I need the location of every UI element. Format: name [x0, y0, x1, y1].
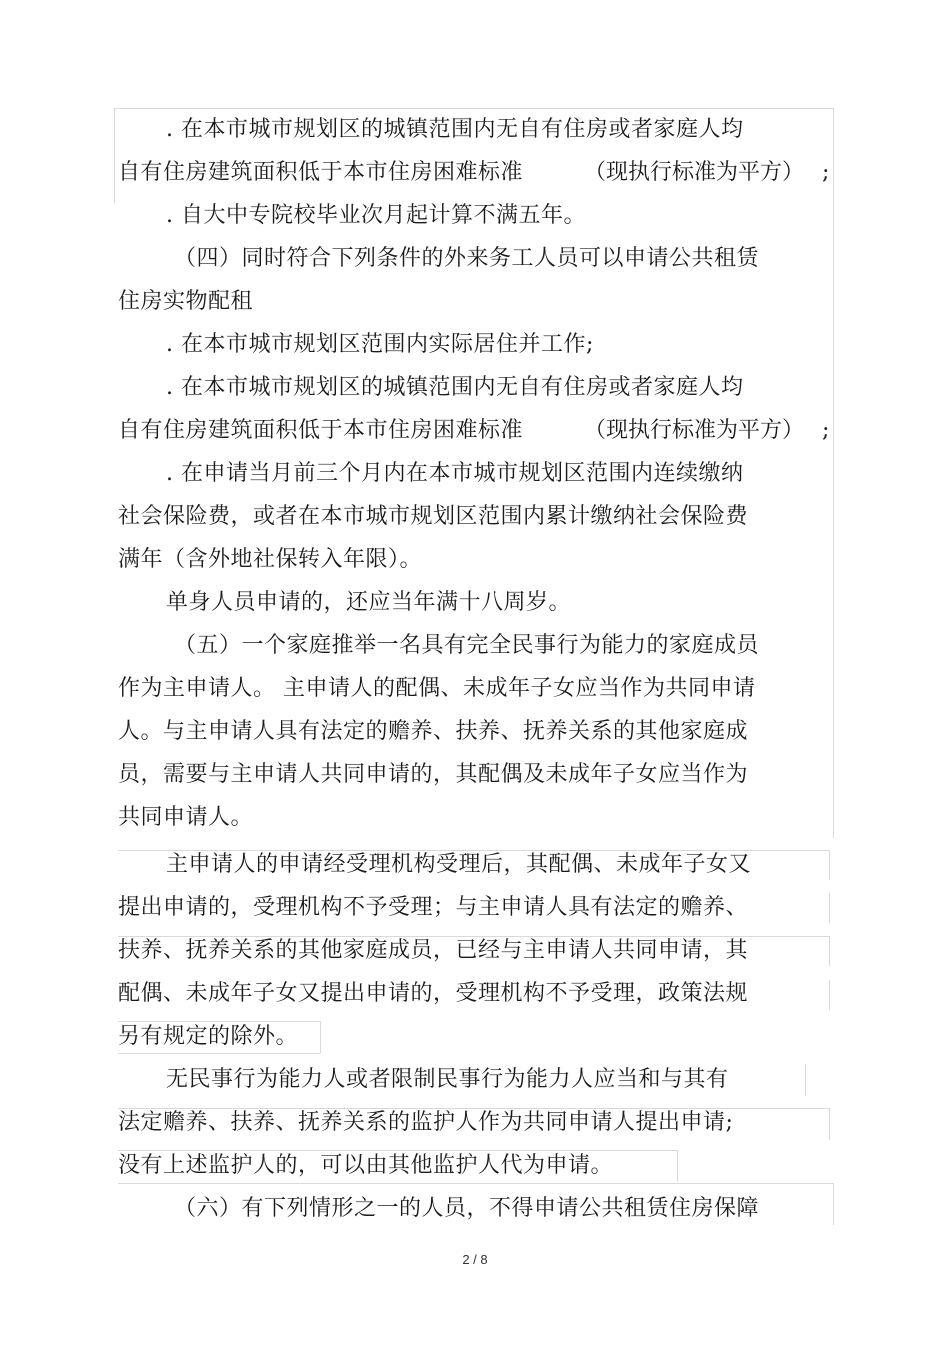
text-line-19: 提出申请的，受理机构不予受理；与主申请人具有法定的赡养、 [118, 895, 749, 920]
text-line-10: 社会保险费，或者在本市城市规划区范围内累计缴纳社会保险费 [118, 504, 749, 529]
semicolon-1: ; [822, 160, 830, 185]
text-line-22: 另有规定的除外。 [118, 1024, 299, 1049]
text-line-8: 自有住房建筑面积低于本市住房困难标准 [118, 418, 524, 443]
box-rule-right-6 [829, 1108, 830, 1140]
box-rule-right-5 [805, 1064, 806, 1096]
text-line-11: 满年（含外地社保转入年限）。 [118, 547, 423, 572]
text-line-20: 扶养、抚养关系的其他家庭成员，已经与主申请人共同申请，其 [118, 938, 749, 963]
text-line-2: 自有住房建筑面积低于本市住房困难标准 [118, 160, 524, 185]
standard-note-1: （现执行标准为平方） [584, 160, 805, 185]
text-line-18: 主申请人的申请经受理机构受理后，其配偶、未成年子女又 [166, 852, 752, 877]
text-line-12: 单身人员申请的，还应当年满十八周岁。 [166, 590, 572, 615]
box-rule-right-3 [829, 936, 830, 966]
standard-note-2: （现执行标准为平方） [584, 418, 805, 443]
text-line-21: 配偶、未成年子女又提出申请的，受理机构不予受理，政策法规 [118, 981, 749, 1006]
box-rule-right-2 [829, 893, 830, 923]
text-line-26: （六）有下列情形之一的人员，不得申请公共租赁住房保障 [174, 1196, 760, 1221]
semicolon-2: ; [822, 418, 830, 443]
page-number: 2 / 8 [462, 1252, 488, 1267]
frame-rule-right [833, 108, 834, 838]
text-line-25: 没有上述监护人的，可以由其他监护人代为申请。 [118, 1153, 614, 1178]
box-rule-right-7 [677, 1150, 678, 1182]
text-line-6: . 在本市城市规划区范围内实际居住并工作; [166, 332, 594, 357]
text-line-3: . 自大中专院校毕业次月起计算不满五年。 [166, 203, 586, 228]
box-rule-bottom-2 [118, 1183, 833, 1184]
frame-rule-left [114, 108, 115, 203]
text-line-17: 共同申请人。 [118, 805, 254, 830]
box-rule-short-right [320, 1021, 321, 1053]
text-line-15: 人。与主申请人具有法定的赡养、扶养、抚养关系的其他家庭成 [118, 719, 749, 744]
text-line-4: （四）同时符合下列条件的外来务工人员可以申请公共租赁 [174, 246, 760, 271]
box-rule-right-4 [829, 980, 830, 1010]
text-line-13: （五）一个家庭推举一名具有完全民事行为能力的家庭成员 [174, 633, 760, 658]
text-line-7: . 在本市城市规划区的城镇范围内无自有住房或者家庭人均 [166, 375, 744, 400]
text-line-16: 员，需要与主申请人共同申请的，其配偶及未成年子女应当作为 [118, 762, 749, 787]
text-line-5: 住房实物配租 [118, 289, 254, 314]
text-line-1: . 在本市城市规划区的城镇范围内无自有住房或者家庭人均 [166, 117, 744, 142]
box-rule-bottom-1 [118, 1053, 320, 1054]
frame-rule-top [114, 108, 834, 109]
text-line-14: 作为主申请人。 主申请人的配偶、未成年子女应当作为共同申请 [118, 676, 756, 701]
text-line-9: . 在申请当月前三个月内在本市城市规划区范围内连续缴纳 [166, 461, 744, 486]
box-rule-right-8 [833, 1183, 834, 1225]
text-line-23: 无民事行为能力人或者限制民事行为能力人应当和与其有 [166, 1067, 729, 1092]
box-rule-right-1 [829, 850, 830, 880]
text-line-24: 法定赡养、扶养、抚养关系的监护人作为共同申请人提出申请; [118, 1110, 734, 1135]
